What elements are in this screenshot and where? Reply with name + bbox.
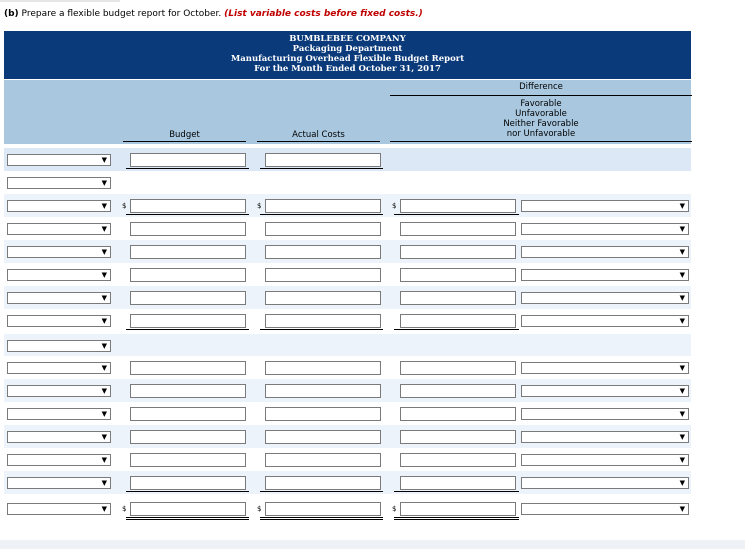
- line-item-select[interactable]: [7, 315, 111, 327]
- total-rule: [126, 491, 249, 492]
- table-row: [4, 497, 691, 520]
- table-row: [4, 425, 691, 448]
- chevron-down-icon: ▼: [101, 271, 107, 279]
- chevron-down-icon: ▼: [679, 387, 685, 395]
- favorable-select[interactable]: [521, 223, 689, 235]
- total-rule: [260, 329, 383, 330]
- table-row: [4, 171, 691, 194]
- chevron-down-icon: ▼: [101, 248, 107, 256]
- line-item-select[interactable]: [7, 454, 111, 466]
- bottom-band: [0, 540, 745, 549]
- budget-input[interactable]: [130, 245, 246, 259]
- total-rule: [394, 329, 519, 330]
- actual-input[interactable]: [265, 291, 381, 305]
- fav-line-4: nor Unfavorable: [506, 129, 576, 139]
- fav-line-3: Neither Favorable: [503, 119, 579, 129]
- budget-input[interactable]: [130, 361, 246, 375]
- chevron-down-icon: ▼: [679, 248, 685, 256]
- actual-input[interactable]: [265, 384, 381, 398]
- line-item-select[interactable]: [7, 223, 111, 235]
- chevron-down-icon: ▼: [101, 225, 107, 233]
- chevron-down-icon: ▼: [101, 387, 107, 395]
- chevron-down-icon: ▼: [101, 156, 107, 164]
- table-row: [4, 402, 691, 425]
- total-rule: [260, 214, 383, 215]
- line-item-select[interactable]: [7, 362, 111, 374]
- favorable-select[interactable]: [521, 454, 689, 466]
- chevron-down-icon: ▼: [101, 342, 107, 350]
- total-rule: [126, 168, 249, 169]
- favorable-select[interactable]: [521, 362, 689, 374]
- total-rule: [260, 517, 383, 518]
- actual-input[interactable]: [265, 407, 381, 421]
- chevron-down-icon: ▼: [679, 410, 685, 418]
- department-name: Packaging Department: [292, 44, 403, 54]
- favorable-select[interactable]: [521, 408, 689, 420]
- report-period: For the Month Ended October 31, 2017: [254, 64, 441, 74]
- instruction-text: Prepare a flexible budget report for October.: [21, 9, 222, 19]
- chevron-down-icon: ▼: [101, 505, 107, 513]
- favorable-underline: [390, 141, 692, 142]
- actual-input[interactable]: [265, 268, 381, 282]
- chevron-down-icon: ▼: [101, 364, 107, 372]
- table-row: [4, 309, 691, 332]
- chevron-down-icon: ▼: [101, 294, 107, 302]
- currency-symbol: $: [257, 202, 262, 210]
- actual-input[interactable]: [265, 153, 381, 167]
- line-item-select[interactable]: [7, 385, 111, 397]
- line-item-select[interactable]: [7, 431, 111, 443]
- budget-underline: [123, 141, 246, 142]
- budget-header: Budget: [169, 130, 200, 140]
- budget-input[interactable]: [130, 407, 246, 421]
- chevron-down-icon: ▼: [101, 202, 107, 210]
- actual-input[interactable]: [265, 222, 381, 236]
- budget-input[interactable]: [130, 199, 246, 213]
- favorable-select[interactable]: [521, 200, 689, 212]
- instruction-hint: (List variable costs before fixed costs.): [224, 9, 423, 19]
- total-rule: [126, 517, 249, 518]
- actual-input[interactable]: [265, 502, 381, 516]
- line-item-select[interactable]: [7, 246, 111, 258]
- chevron-down-icon: ▼: [679, 433, 685, 441]
- chevron-down-icon: ▼: [101, 179, 107, 187]
- total-rule: [394, 491, 519, 492]
- report-header: [4, 31, 691, 79]
- difference-input[interactable]: [400, 245, 516, 259]
- budget-input[interactable]: [130, 502, 246, 516]
- difference-input[interactable]: [400, 502, 516, 516]
- difference-header: Difference: [519, 82, 563, 92]
- total-rule: [394, 214, 519, 215]
- favorable-select[interactable]: [521, 503, 689, 515]
- table-row: [4, 148, 691, 171]
- line-item-select[interactable]: [7, 177, 111, 189]
- actual-header: Actual Costs: [292, 130, 345, 140]
- double-rule: [260, 519, 383, 520]
- currency-symbol: $: [122, 202, 127, 210]
- table-row: [4, 194, 691, 217]
- table-row: [4, 263, 691, 286]
- budget-input[interactable]: [130, 476, 246, 490]
- favorable-select[interactable]: [521, 246, 689, 258]
- difference-input[interactable]: [400, 222, 516, 236]
- budget-input[interactable]: [130, 268, 246, 282]
- line-item-select[interactable]: [7, 292, 111, 304]
- difference-input[interactable]: [400, 384, 516, 398]
- favorable-select[interactable]: [521, 477, 689, 489]
- chevron-down-icon: ▼: [679, 294, 685, 302]
- fav-line-2: Unfavorable: [515, 109, 567, 119]
- favorable-header: [390, 99, 692, 139]
- table-row: [4, 379, 691, 402]
- budget-input[interactable]: [130, 153, 246, 167]
- actual-input[interactable]: [265, 430, 381, 444]
- actual-input[interactable]: [265, 314, 381, 328]
- chevron-down-icon: ▼: [101, 456, 107, 464]
- budget-input[interactable]: [130, 314, 246, 328]
- difference-input[interactable]: [400, 476, 516, 490]
- table-row: [4, 471, 691, 494]
- currency-symbol: $: [392, 505, 397, 513]
- favorable-select[interactable]: [521, 315, 689, 327]
- table-row: [4, 217, 691, 240]
- difference-input[interactable]: [400, 314, 516, 328]
- currency-symbol: $: [392, 202, 397, 210]
- favorable-select[interactable]: [521, 431, 689, 443]
- double-rule: [126, 519, 249, 520]
- fav-line-1: Favorable: [520, 99, 562, 109]
- difference-input[interactable]: [400, 199, 516, 213]
- table-row: [4, 356, 691, 379]
- difference-underline: [390, 95, 692, 96]
- chevron-down-icon: ▼: [101, 433, 107, 441]
- difference-input[interactable]: [400, 268, 516, 282]
- chevron-down-icon: ▼: [679, 364, 685, 372]
- difference-input[interactable]: [400, 291, 516, 305]
- actual-input[interactable]: [265, 453, 381, 467]
- chevron-down-icon: ▼: [679, 202, 685, 210]
- report-title: Manufacturing Overhead Flexible Budget Report: [230, 54, 465, 64]
- table-row: [4, 334, 691, 357]
- line-item-select[interactable]: [7, 408, 111, 420]
- chevron-down-icon: ▼: [679, 271, 685, 279]
- actual-input[interactable]: [265, 476, 381, 490]
- double-rule: [394, 519, 519, 520]
- chevron-down-icon: ▼: [679, 456, 685, 464]
- chevron-down-icon: ▼: [101, 410, 107, 418]
- chevron-down-icon: ▼: [679, 505, 685, 513]
- total-rule: [260, 168, 383, 169]
- chevron-down-icon: ▼: [679, 479, 685, 487]
- currency-symbol: $: [122, 505, 127, 513]
- chevron-down-icon: ▼: [679, 225, 685, 233]
- company-name: BUMBLEBEE COMPANY: [289, 34, 406, 44]
- table-row: [4, 240, 691, 263]
- chevron-down-icon: ▼: [679, 317, 685, 325]
- line-item-select[interactable]: [7, 503, 111, 515]
- line-item-select[interactable]: [7, 154, 111, 166]
- part-label: (b): [4, 9, 19, 19]
- table-row: [4, 448, 691, 471]
- total-rule: [126, 329, 249, 330]
- table-row: [4, 286, 691, 309]
- line-item-select[interactable]: [7, 269, 111, 281]
- chevron-down-icon: ▼: [101, 479, 107, 487]
- budget-input[interactable]: [130, 430, 246, 444]
- instruction: [4, 9, 423, 19]
- line-item-select[interactable]: [7, 477, 111, 489]
- actual-underline: [257, 141, 380, 142]
- difference-input[interactable]: [400, 361, 516, 375]
- budget-input[interactable]: [130, 384, 246, 398]
- actual-input[interactable]: [265, 361, 381, 375]
- total-rule: [260, 491, 383, 492]
- budget-input[interactable]: [130, 222, 246, 236]
- total-rule: [126, 214, 249, 215]
- favorable-select[interactable]: [521, 292, 689, 304]
- actual-input[interactable]: [265, 199, 381, 213]
- currency-symbol: $: [257, 505, 262, 513]
- line-item-select[interactable]: [7, 200, 111, 212]
- favorable-select[interactable]: [521, 269, 689, 281]
- budget-input[interactable]: [130, 291, 246, 305]
- actual-input[interactable]: [265, 245, 381, 259]
- favorable-select[interactable]: [521, 385, 689, 397]
- difference-input[interactable]: [400, 430, 516, 444]
- total-rule: [394, 517, 519, 518]
- chevron-down-icon: ▼: [101, 317, 107, 325]
- column-header: [4, 80, 691, 144]
- difference-input[interactable]: [400, 407, 516, 421]
- difference-input[interactable]: [400, 453, 516, 467]
- budget-input[interactable]: [130, 453, 246, 467]
- line-item-select[interactable]: [7, 340, 111, 352]
- top-divider: [0, 0, 120, 2]
